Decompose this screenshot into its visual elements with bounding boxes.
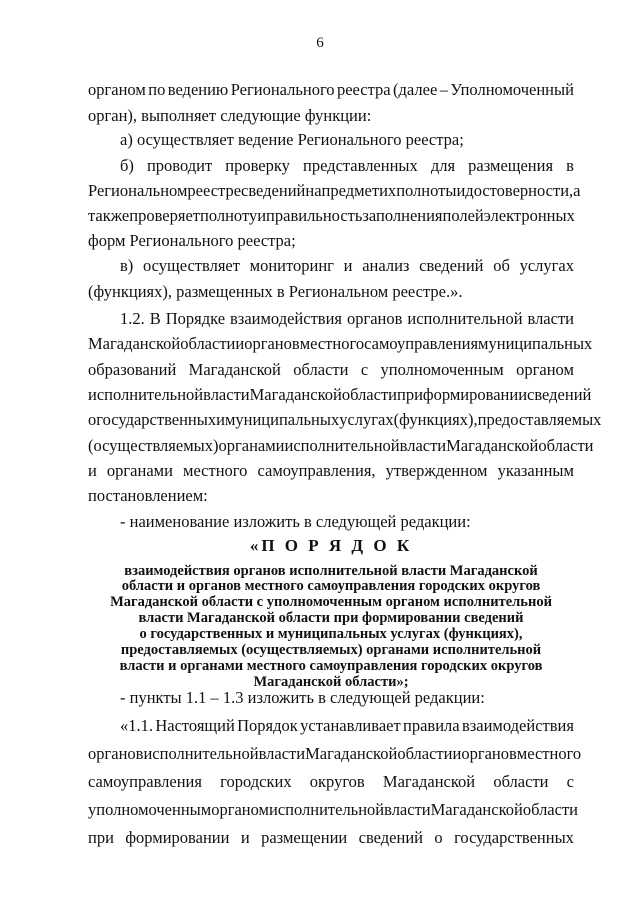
text-line: 1.2. В Порядке взаимодействия органов исполнительной власти: [120, 309, 574, 328]
subtitle-line: Магаданской области»;: [253, 674, 409, 690]
text-line: самоуправления городских округов Магаданской области с: [88, 772, 574, 791]
text-line: - наименование изложить в следующей редакции:: [120, 512, 471, 531]
subtitle-line: Магаданской области с уполномоченным органом исполнительной: [110, 594, 552, 610]
text-line: (функциях), размещенных в Региональном реестре.».: [88, 282, 463, 301]
subtitle-line: власти Магаданской области при формировании сведений: [138, 610, 524, 626]
text-line: Региональном реестре сведений на предмет их полноты и достоверности, а: [88, 181, 581, 200]
subtitle-line: области и органов местного самоуправления городских округов: [121, 578, 541, 594]
text-line: постановлением:: [88, 486, 208, 505]
text-line: «1.1. Настоящий Порядок устанавливает правила взаимодействия: [120, 716, 574, 735]
text-line: (осуществляемых) органами исполнительной власти Магаданской области: [88, 436, 594, 455]
subtitle-line: о государственных и муниципальных услугах (функциях),: [139, 626, 523, 642]
document-title: «П О Р Я Д О К: [249, 536, 413, 555]
subtitle-line: предоставляемых (осуществляемых) органами исполнительной: [120, 642, 542, 658]
page-number: 6: [316, 35, 324, 51]
text-line: органов исполнительной власти Магаданской области и органов местного: [88, 744, 582, 763]
text-line: а) осуществляет ведение Регионального реестра;: [120, 130, 464, 149]
text-line: исполнительной власти Магаданской области при формировании сведений: [88, 385, 592, 404]
text-line: органом по ведению Регионального реестра (далее – Уполномоченный: [88, 80, 574, 99]
text-line: - пункты 1.1 – 1.3 изложить в следующей редакции:: [120, 688, 485, 707]
text-line: в) осуществляет мониторинг и анализ сведений об услугах: [120, 256, 574, 275]
text-line: Магаданской области и органов местного самоуправления муниципальных: [88, 334, 593, 353]
text-line: б) проводит проверку представленных для размещения в: [120, 156, 574, 175]
text-line: уполномоченным органом исполнительной власти Магаданской области: [88, 800, 578, 819]
text-line: и органами местного самоуправления, утвержденном указанным: [88, 461, 574, 480]
text-line: образований Магаданской области с уполномоченным органом: [88, 360, 574, 379]
text-line: орган), выполняет следующие функции:: [88, 106, 372, 125]
subtitle-line: власти и органами местного самоуправления городских округов: [119, 658, 543, 674]
text-line: при формировании и размещении сведений о государственных: [88, 828, 574, 847]
text-line: форм Регионального реестра;: [88, 231, 296, 250]
subtitle-line: взаимодействия органов исполнительной власти Магаданской: [124, 563, 538, 579]
text-line: о государственных и муниципальных услугах (функциях), предоставляемых: [88, 410, 602, 429]
text-line: также проверяет полноту и правильность заполнения полей электронных: [88, 206, 575, 225]
